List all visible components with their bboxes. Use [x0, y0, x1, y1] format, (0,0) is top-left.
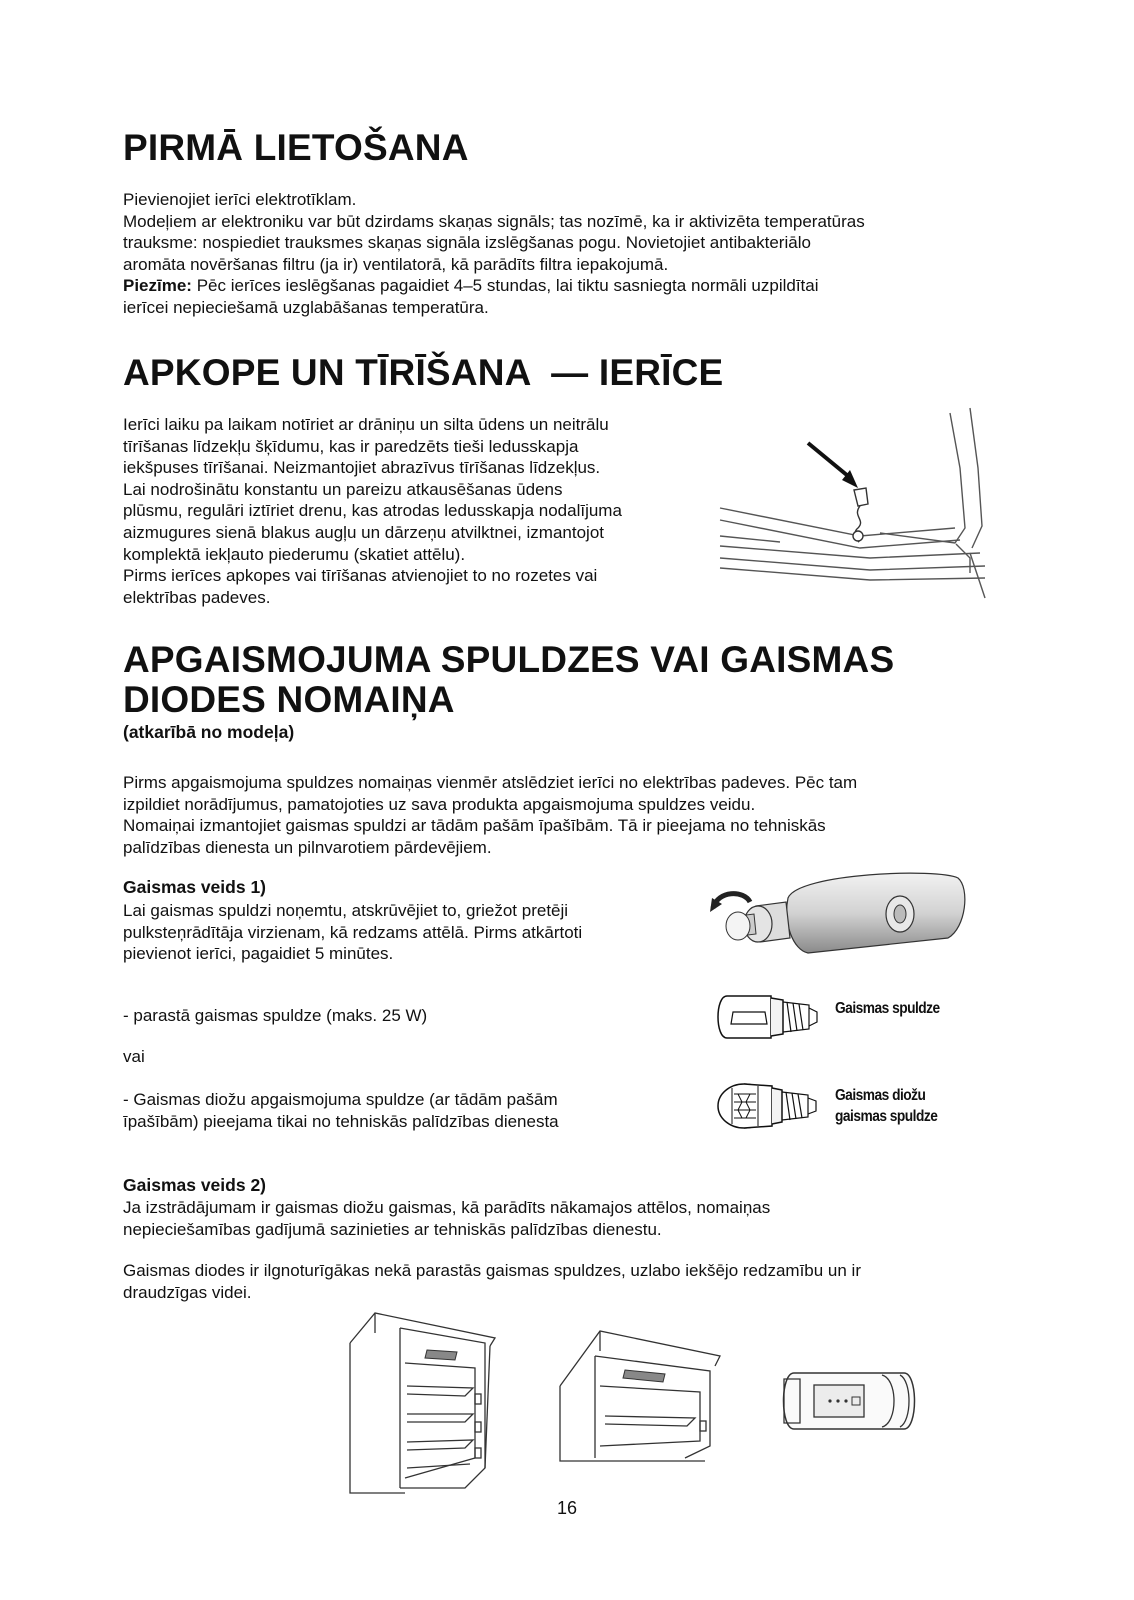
text-line: pulksteņrādītāja virzienam, kā redzams attēlā. Pirms atkārtoti	[123, 922, 583, 942]
text-line: iekšpuses tīrīšanai. Neizmantojiet abrazīvus tīrīšanas līdzekļus.	[123, 458, 601, 478]
fridge-led-illustration-2	[555, 1326, 725, 1466]
led-benefits-text	[123, 1260, 861, 1303]
label-line: gaismas spuldze	[835, 1108, 938, 1125]
text-line: pievienot ierīci, pagaidiet 5 minūtes.	[123, 944, 394, 964]
heading-first-use: PIRMĀ LIETOŠANA	[123, 127, 469, 168]
text-line: Lai nodrošinātu konstantu un pareizu atkausēšanas ūdens	[123, 479, 563, 499]
text-line: Lai gaismas spuldzi noņemtu, atskrūvējiet to, griežot pretēji	[123, 901, 569, 920]
text-line: Pirms apgaismojuma spuldzes nomaiņas vienmēr atslēdziet ierīci no elektrības padeves. Pēc tam	[123, 773, 858, 792]
text-line: ierīcei nepieciešamā uzglabāšanas temperatūra.	[123, 297, 489, 317]
light-type-2-text	[123, 1197, 770, 1240]
text-line: izpildiet norādījumus, pamatojoties uz sava produkta apgaismojuma spuldzes veidu.	[123, 794, 756, 814]
text-line: aizmugures sienā blakus augļu un dārzeņu atvilktnei, izmantojot	[123, 522, 604, 542]
text-line: trauksme: nospiediet trauksmes skaņas signāla izslēgšanas pogu. Novietojiet antibakteriālo	[123, 233, 811, 253]
light-type-2-title: Gaismas veids 2)	[123, 1175, 266, 1195]
maintenance-text	[123, 414, 622, 608]
text-line: Ja izstrādājumam ir gaismas diožu gaismas, kā parādīts nākamajos attēlos, nomaiņas	[123, 1198, 771, 1217]
fridge-led-illustration-1	[345, 1308, 500, 1498]
led-bulb-icon	[710, 1080, 822, 1132]
first-use-text	[123, 189, 865, 319]
light-type-1-text	[123, 900, 582, 965]
text-line: Modeļiem ar elektroniku var būt dzirdams skaņas signāls; tas nozīmē, ka ir aktivizēta temperatūras	[123, 211, 865, 231]
note-label: Piezīme:	[123, 276, 192, 296]
text-line: elektrības padeves.	[123, 587, 271, 607]
heading-lamp-replacement	[123, 640, 894, 720]
standard-bulb-icon	[713, 992, 823, 1042]
label-led-bulb	[835, 1085, 937, 1127]
lamp-intro-text	[123, 772, 857, 858]
heading-line: DIODES NOMAIŅA	[123, 679, 455, 720]
text-line: Pirms ierīces apkopes vai tīrīšanas atvienojiet to no rozetes vai	[123, 566, 598, 586]
heading-maintenance: APKOPE UN TĪRĪŠANA — IERĪCE	[123, 352, 724, 393]
led-module-illustration	[776, 1365, 921, 1437]
lamp-housing-illustration	[708, 868, 973, 968]
text-line: nepieciešamības gadījumā sazinieties ar tehniskās palīdzības dienestu.	[123, 1219, 662, 1239]
text-line: - Gaismas diožu apgaismojuma spuldze (ar tādām pašām	[123, 1090, 558, 1109]
text-line: īpašībām) pieejama tikai no tehniskās palīdzības dienesta	[123, 1111, 559, 1131]
note-text: Pēc ierīces ieslēgšanas pagaidiet 4–5 stundas, lai tiktu sasniegta normāli uzpildītai	[191, 276, 819, 296]
drain-cleaning-illustration	[720, 408, 995, 608]
text-line: Ierīci laiku pa laikam notīriet ar drāniņu un silta ūdens un neitrālu	[123, 415, 609, 434]
or-text: vai	[123, 1047, 145, 1066]
text-line: Nomaiņai izmantojiet gaismas spuldzi ar tādām pašām īpašībām. Tā ir pieejama no tehniskās	[123, 816, 826, 836]
page-number: 16	[556, 1498, 578, 1518]
led-bulb-text	[123, 1089, 559, 1132]
standard-bulb-text: - parastā gaismas spuldze (maks. 25 W)	[123, 1006, 428, 1025]
text-line: tīrīšanas līdzekļu šķīdumu, kas ir paredzēts tieši ledusskapja	[123, 436, 579, 456]
note-line	[123, 275, 865, 297]
text-line: Pievienojiet ierīci elektrotīklam.	[123, 190, 357, 209]
text-line: palīdzības dienesta un pilnvarotiem pārdevējiem.	[123, 837, 492, 857]
text-line: Gaismas diodes ir ilgnoturīgākas nekā parastās gaismas spuldzes, uzlabo iekšējo redzamību un ir	[123, 1261, 861, 1280]
label-bulb: Gaismas spuldze	[835, 1000, 940, 1017]
text-line: plūsmu, regulāri iztīriet drenu, kas atrodas ledusskapja nodalījuma	[123, 501, 622, 521]
model-note: (atkarībā no modeļa)	[123, 722, 295, 742]
label-line: Gaismas diožu	[835, 1087, 926, 1104]
light-type-1-title: Gaismas veids 1)	[123, 877, 266, 897]
heading-line: APGAISMOJUMA SPULDZES VAI GAISMAS	[123, 639, 895, 680]
text-line: komplektā iekļauto piederumu (skatiet attēlu).	[123, 544, 466, 564]
text-line: draudzīgas videi.	[123, 1282, 252, 1302]
text-line: aromāta novēršanas filtru (ja ir) ventilatorā, kā parādīts filtra iepakojumā.	[123, 254, 669, 274]
